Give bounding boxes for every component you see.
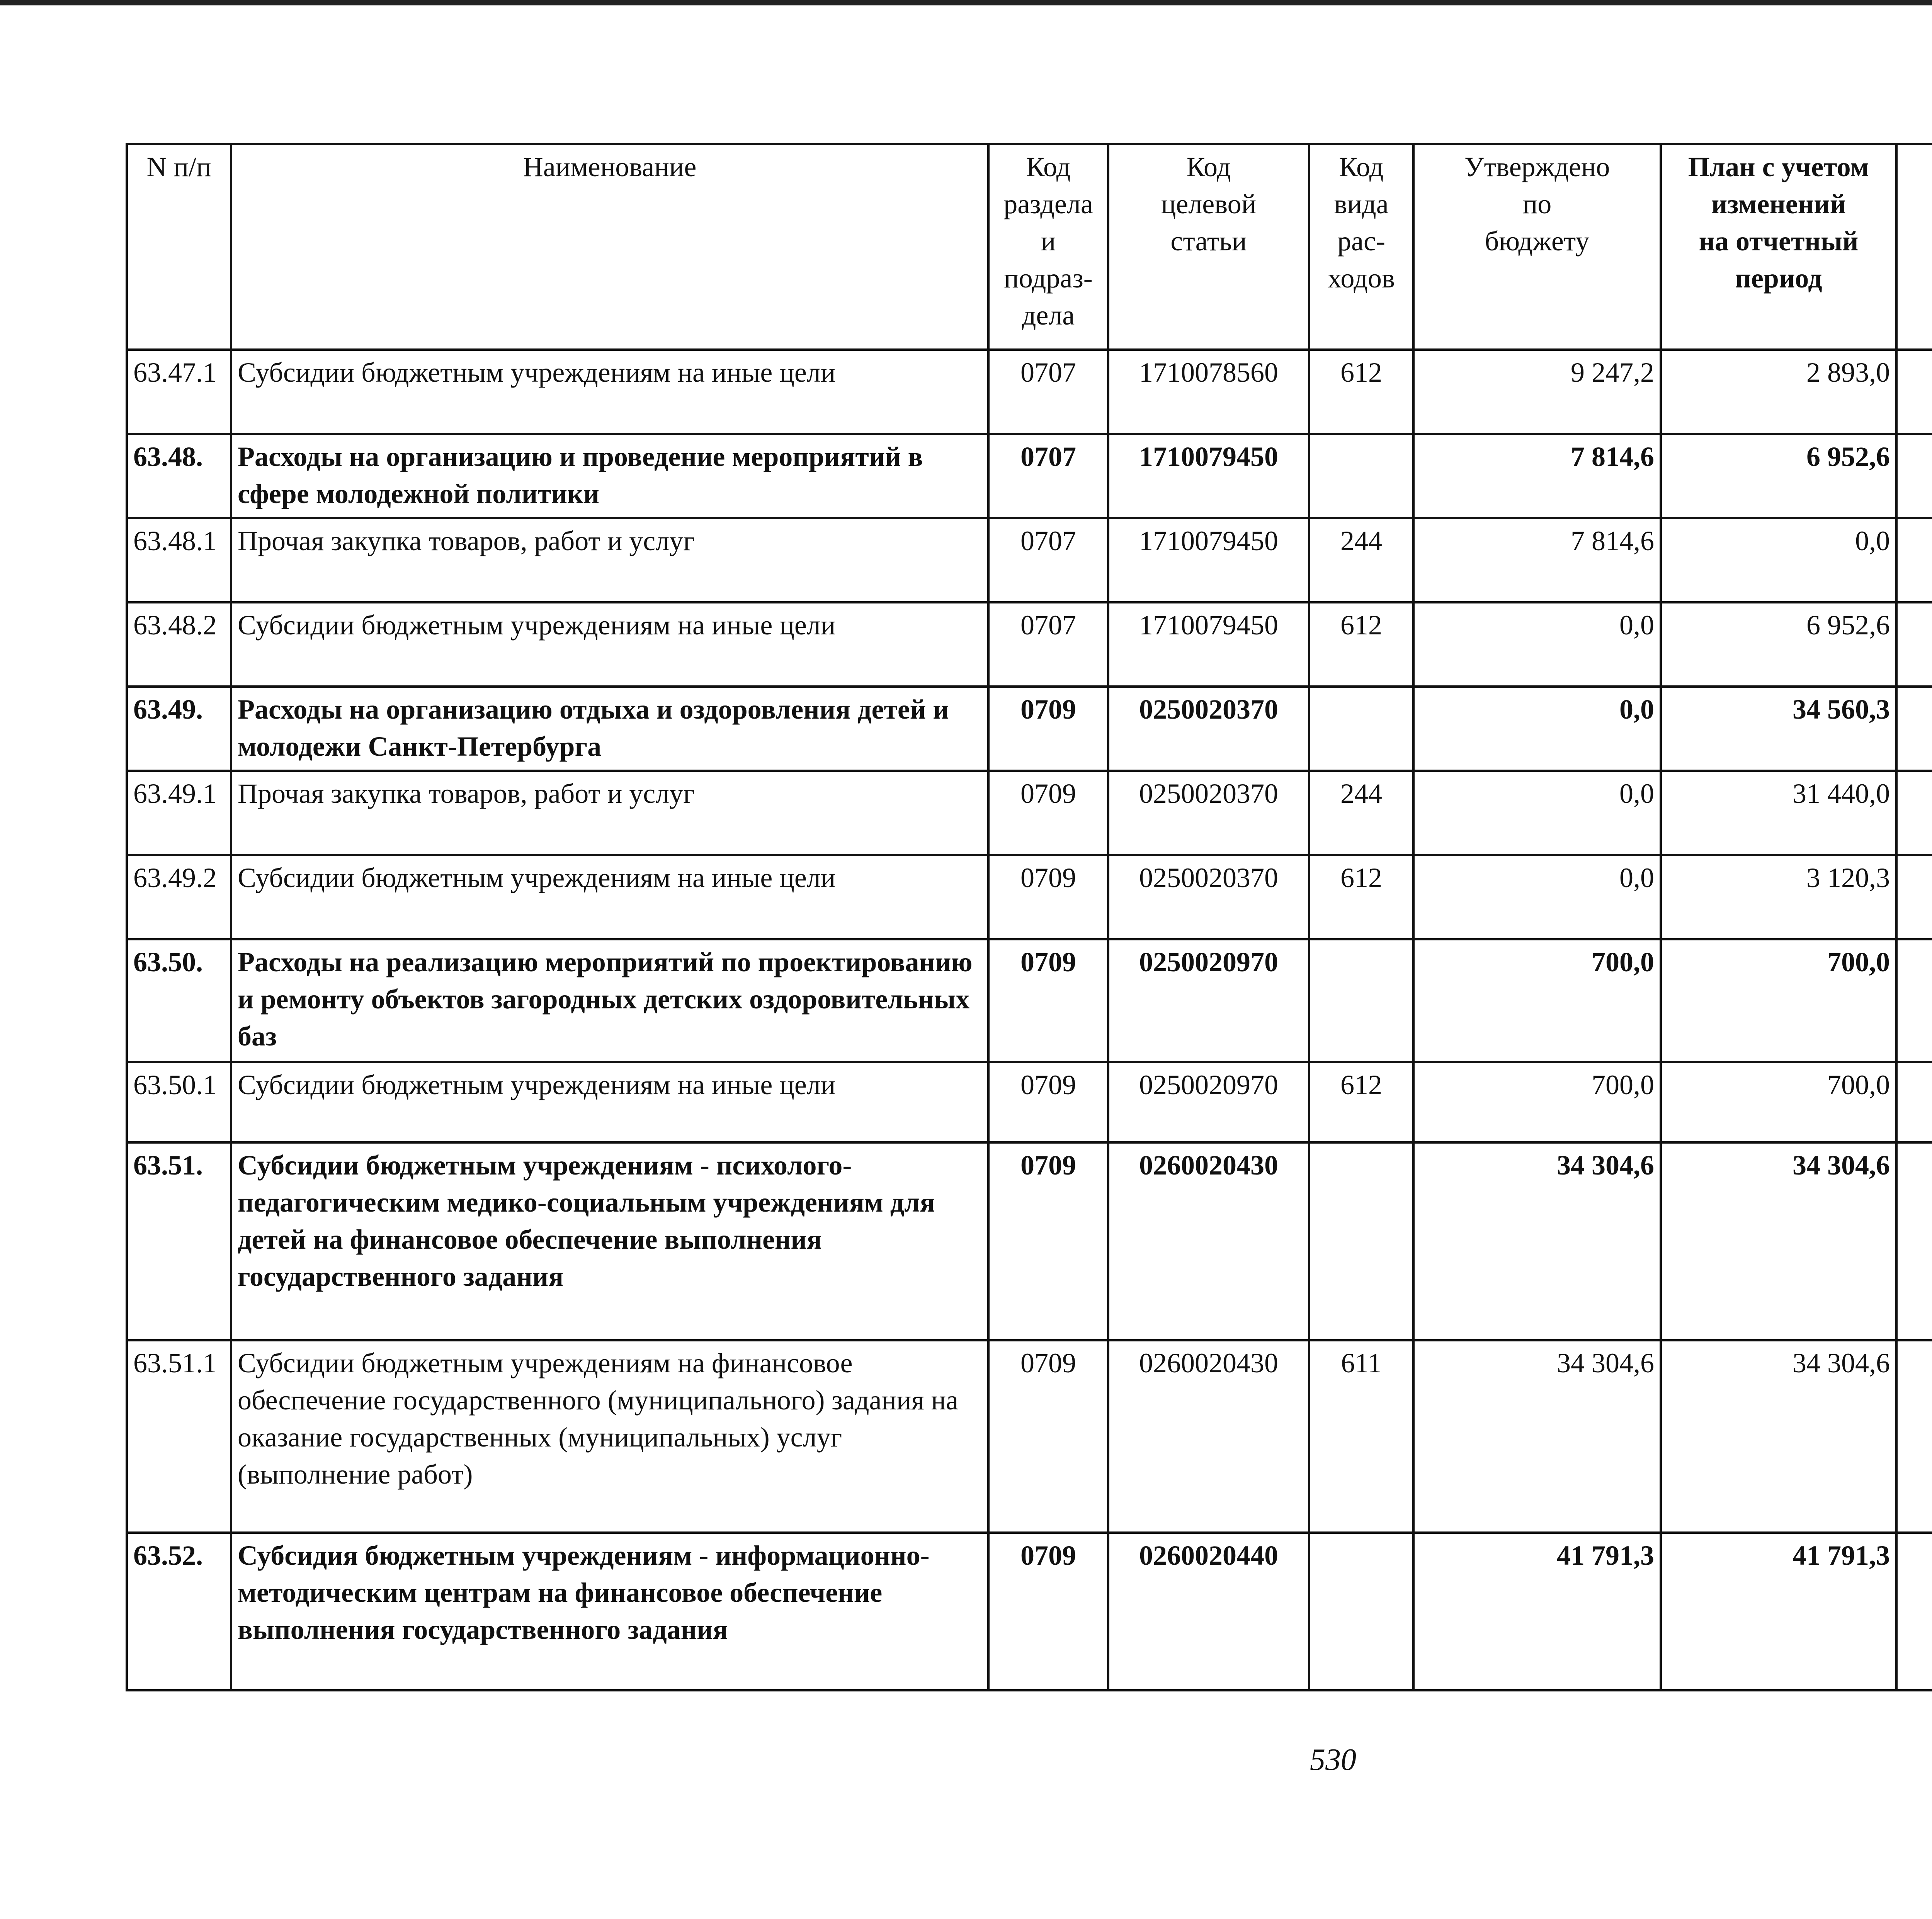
cell-expense-code: 244 — [1309, 771, 1413, 855]
cell-name: Субсидии бюджетным учреждениям на финансовое обеспечение государственного (муниципального) задания на оказание государственных (муниципальных) услуг (выполнение работ) — [231, 1340, 988, 1533]
page-number: 530 — [1310, 1743, 1356, 1777]
cell-approved: 0,0 — [1413, 687, 1661, 771]
cell-name: Субсидия бюджетным учреждениям - информационно-методическим центрам на финансовое обеспечение выполнения государственного задания — [231, 1533, 988, 1690]
cell-expense-code: 611 — [1309, 1340, 1413, 1533]
header-section-code: Код раздела и подраз- дела — [988, 144, 1108, 350]
cell-executed — [1896, 1533, 1932, 1690]
cell-num: 63.48. — [127, 434, 231, 518]
header-executed — [1896, 144, 1932, 350]
cell-section-code: 0707 — [988, 350, 1108, 434]
table-row — [127, 602, 1932, 687]
cell-num: 63.47.1 — [127, 350, 231, 434]
cell-executed — [1896, 1340, 1932, 1533]
cell-num: 63.49.2 — [127, 855, 231, 939]
cell-section-code: 0709 — [988, 939, 1108, 1062]
cell-approved: 0,0 — [1413, 855, 1661, 939]
cell-executed — [1896, 939, 1932, 1062]
cell-name: Субсидии бюджетным учреждениям на иные цели — [231, 350, 988, 434]
cell-name: Субсидии бюджетным учреждениям на иные цели — [231, 855, 988, 939]
cell-name: Расходы на организацию и проведение мероприятий в сфере молодежной политики — [231, 434, 988, 518]
header-target-code: Код целевой статьи — [1108, 144, 1309, 350]
header-approved: Утверждено по бюджету — [1413, 144, 1661, 350]
table-row — [127, 939, 1932, 1062]
cell-approved: 7 814,6 — [1413, 518, 1661, 602]
cell-approved: 34 304,6 — [1413, 1340, 1661, 1533]
cell-expense-code: 244 — [1309, 518, 1413, 602]
cell-target-code: 0260020440 — [1108, 1533, 1309, 1690]
cell-target-code: 1710079450 — [1108, 602, 1309, 687]
cell-section-code: 0709 — [988, 855, 1108, 939]
cell-num: 63.49.1 — [127, 771, 231, 855]
cell-expense-code — [1309, 1533, 1413, 1690]
cell-name: Субсидии бюджетным учреждениям на иные цели — [231, 602, 988, 687]
table-row — [127, 1533, 1932, 1690]
cell-section-code: 0709 — [988, 1533, 1108, 1690]
cell-approved: 9 247,2 — [1413, 350, 1661, 434]
cell-executed — [1896, 602, 1932, 687]
cell-expense-code: 612 — [1309, 1062, 1413, 1142]
cell-expense-code — [1309, 687, 1413, 771]
cell-plan: 700,0 — [1661, 1062, 1896, 1142]
cell-num: 63.50. — [127, 939, 231, 1062]
cell-target-code: 1710079450 — [1108, 518, 1309, 602]
cell-name: Расходы на организацию отдыха и оздоровления детей и молодежи Санкт-Петербурга — [231, 687, 988, 771]
cell-plan: 700,0 — [1661, 939, 1896, 1062]
cell-expense-code: 612 — [1309, 602, 1413, 687]
cell-executed — [1896, 687, 1932, 771]
cell-plan: 2 893,0 — [1661, 350, 1896, 434]
cell-approved: 700,0 — [1413, 939, 1661, 1062]
cell-approved: 41 791,3 — [1413, 1533, 1661, 1690]
cell-approved: 700,0 — [1413, 1062, 1661, 1142]
cell-target-code: 1710078560 — [1108, 350, 1309, 434]
cell-expense-code — [1309, 939, 1413, 1062]
cell-approved: 34 304,6 — [1413, 1142, 1661, 1340]
cell-expense-code — [1309, 434, 1413, 518]
cell-plan: 6 952,6 — [1661, 602, 1896, 687]
cell-approved: 7 814,6 — [1413, 434, 1661, 518]
cell-num: 63.51. — [127, 1142, 231, 1340]
cell-section-code: 0707 — [988, 434, 1108, 518]
cell-section-code: 0707 — [988, 518, 1108, 602]
cell-approved: 0,0 — [1413, 602, 1661, 687]
cell-name: Субсидии бюджетным учреждениям на иные цели — [231, 1062, 988, 1142]
cell-section-code: 0709 — [988, 1340, 1108, 1533]
cell-plan: 31 440,0 — [1661, 771, 1896, 855]
cell-name: Расходы на реализацию мероприятий по проектированию и ремонту объектов загородных детских оздоровительных баз — [231, 939, 988, 1062]
cell-expense-code: 612 — [1309, 855, 1413, 939]
cell-target-code: 1710079450 — [1108, 434, 1309, 518]
cell-plan: 34 560,3 — [1661, 687, 1896, 771]
cell-executed — [1896, 1142, 1932, 1340]
cell-name: Прочая закупка товаров, работ и услуг — [231, 771, 988, 855]
cell-expense-code: 612 — [1309, 350, 1413, 434]
cell-target-code: 0250020970 — [1108, 939, 1309, 1062]
cell-num: 63.50.1 — [127, 1062, 231, 1142]
cell-approved: 0,0 — [1413, 771, 1661, 855]
cell-executed — [1896, 771, 1932, 855]
table-row — [127, 1062, 1932, 1142]
cell-target-code: 0260020430 — [1108, 1340, 1309, 1533]
table-row — [127, 518, 1932, 602]
cell-executed — [1896, 518, 1932, 602]
cell-target-code: 0260020430 — [1108, 1142, 1309, 1340]
cell-section-code: 0709 — [988, 1062, 1108, 1142]
budget-execution-table — [126, 143, 1932, 1691]
table-row — [127, 687, 1932, 771]
cell-executed — [1896, 1062, 1932, 1142]
cell-section-code: 0707 — [988, 602, 1108, 687]
cell-executed — [1896, 434, 1932, 518]
table-row — [127, 434, 1932, 518]
cell-num: 63.49. — [127, 687, 231, 771]
cell-executed — [1896, 350, 1932, 434]
header-num: N п/п — [127, 144, 231, 350]
cell-plan: 0,0 — [1661, 518, 1896, 602]
cell-target-code: 0250020370 — [1108, 687, 1309, 771]
header-expense-code: Код вида рас- ходов — [1309, 144, 1413, 350]
cell-plan: 34 304,6 — [1661, 1142, 1896, 1340]
table-row — [127, 771, 1932, 855]
cell-plan: 3 120,3 — [1661, 855, 1896, 939]
cell-num: 63.48.1 — [127, 518, 231, 602]
cell-plan: 34 304,6 — [1661, 1340, 1896, 1533]
cell-num: 63.52. — [127, 1533, 231, 1690]
table-row — [127, 350, 1932, 434]
cell-expense-code — [1309, 1142, 1413, 1340]
table-row — [127, 1142, 1932, 1340]
cell-name: Субсидии бюджетным учреждениям - психолого-педагогическим медико-социальным учреждениям для детей на финансовое обеспечение выполнения государственного задания — [231, 1142, 988, 1340]
cell-section-code: 0709 — [988, 771, 1108, 855]
header-row-1 — [127, 144, 1932, 177]
cell-target-code: 0250020370 — [1108, 855, 1309, 939]
scan-edge — [0, 0, 1932, 5]
cell-plan: 6 952,6 — [1661, 434, 1896, 518]
table-row — [127, 855, 1932, 939]
cell-section-code: 0709 — [988, 1142, 1108, 1340]
header-plan: План с учетом изменений на отчетный период — [1661, 144, 1896, 350]
cell-num: 63.51.1 — [127, 1340, 231, 1533]
table-row — [127, 1340, 1932, 1533]
table-body — [127, 350, 1932, 1690]
cell-num: 63.48.2 — [127, 602, 231, 687]
cell-plan: 41 791,3 — [1661, 1533, 1896, 1690]
cell-name: Прочая закупка товаров, работ и услуг — [231, 518, 988, 602]
cell-executed — [1896, 855, 1932, 939]
header-name: Наименование — [231, 144, 988, 350]
cell-target-code: 0250020970 — [1108, 1062, 1309, 1142]
cell-target-code: 0250020370 — [1108, 771, 1309, 855]
cell-section-code: 0709 — [988, 687, 1108, 771]
